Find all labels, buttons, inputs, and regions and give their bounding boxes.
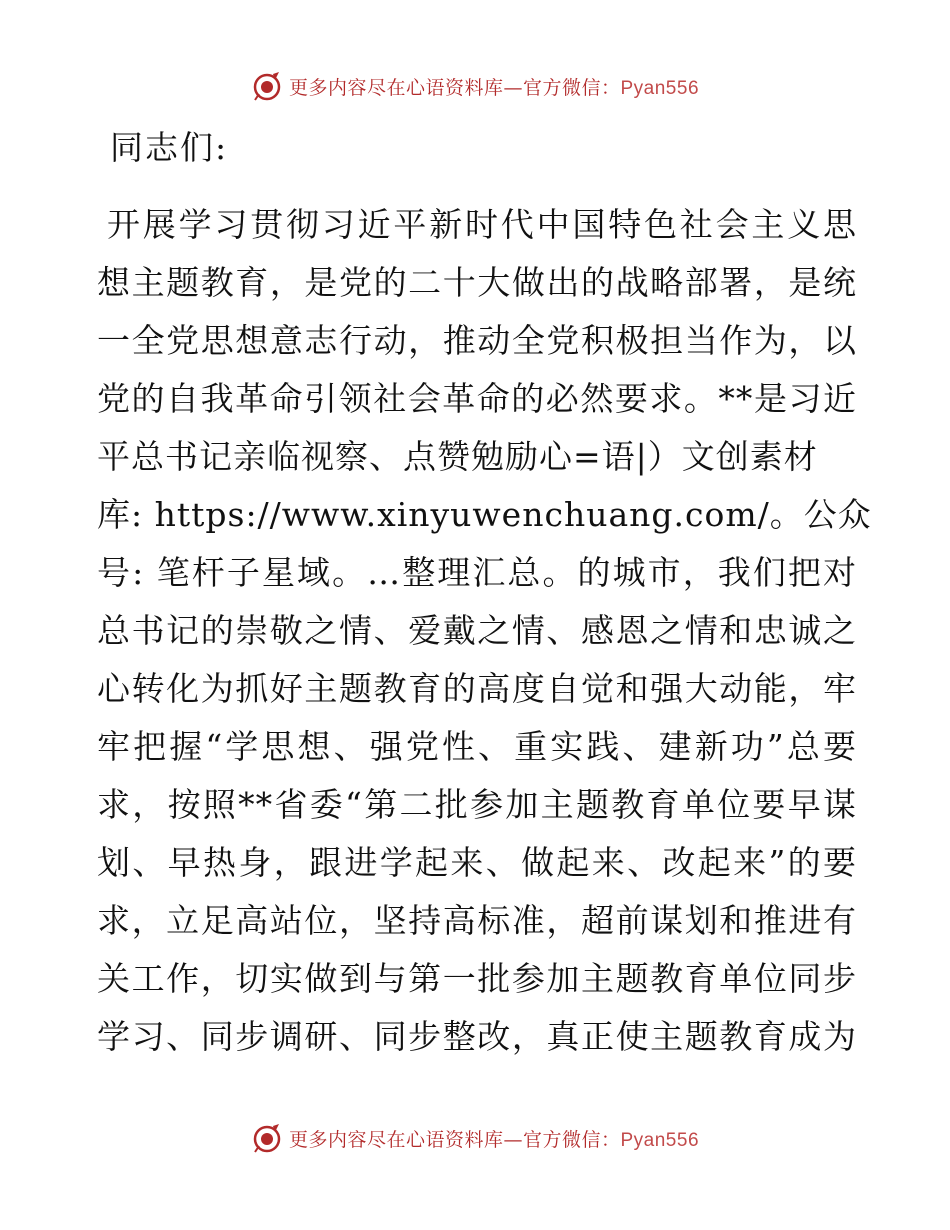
text-line: 学习、同步调研、同步整改，真正使主题教育成为 (97, 1017, 857, 1056)
text-line: 开展学习贯彻习近平新时代中国特色社会主义思 (107, 205, 857, 244)
header-banner-text: 更多内容尽在心语资料库—官方微信：Pyan556 (288, 76, 700, 99)
footer-wechat-id: Pyan556 (620, 1129, 700, 1151)
text-line: 划、早热身，跟进学起来、做起来、改起来”的要 (97, 843, 857, 882)
footer-banner-text: 更多内容尽在心语资料库—官方微信：Pyan556 (288, 1128, 700, 1151)
salutation: 同志们: (110, 128, 229, 167)
text-line: 想主题教育，是党的二十大做出的战略部署，是统 (97, 263, 857, 302)
text-line: 号: 笔杆子星域。…整理汇总。的城市，我们把对 (97, 553, 857, 592)
text-line: 求，立足高站位，坚持高标准，超前谋划和推进有 (97, 901, 857, 940)
quill-logo-icon (251, 1122, 283, 1154)
document-body (97, 196, 872, 1066)
text-line: 求，按照**省委“第二批参加主题教育单位要早谋 (97, 785, 857, 824)
text-line: 库: https://www.xinyuwenchuang.com/。公众 (97, 495, 872, 534)
text-line: 心转化为抓好主题教育的高度自觉和强大动能，牢 (97, 669, 857, 708)
text-line: 总书记的崇敬之情、爱戴之情、感恩之情和忠诚之 (97, 611, 857, 650)
text-line: 平总书记亲临视察、点赞勉励心=语|）文创素材 (97, 437, 818, 476)
text-line: 党的自我革命引领社会革命的必然要求。**是习近 (97, 379, 857, 418)
text-line: 一全党思想意志行动，推动全党积极担当作为，以 (97, 321, 857, 360)
text-line: 关工作，切实做到与第一批参加主题教育单位同步 (97, 959, 857, 998)
header-watermark-banner (0, 70, 950, 102)
quill-logo-icon (251, 70, 283, 102)
text-line: 牢把握“学思想、强党性、重实践、建新功”总要 (97, 727, 857, 766)
footer-watermark-banner (0, 1122, 950, 1154)
header-wechat-id: Pyan556 (620, 77, 700, 99)
